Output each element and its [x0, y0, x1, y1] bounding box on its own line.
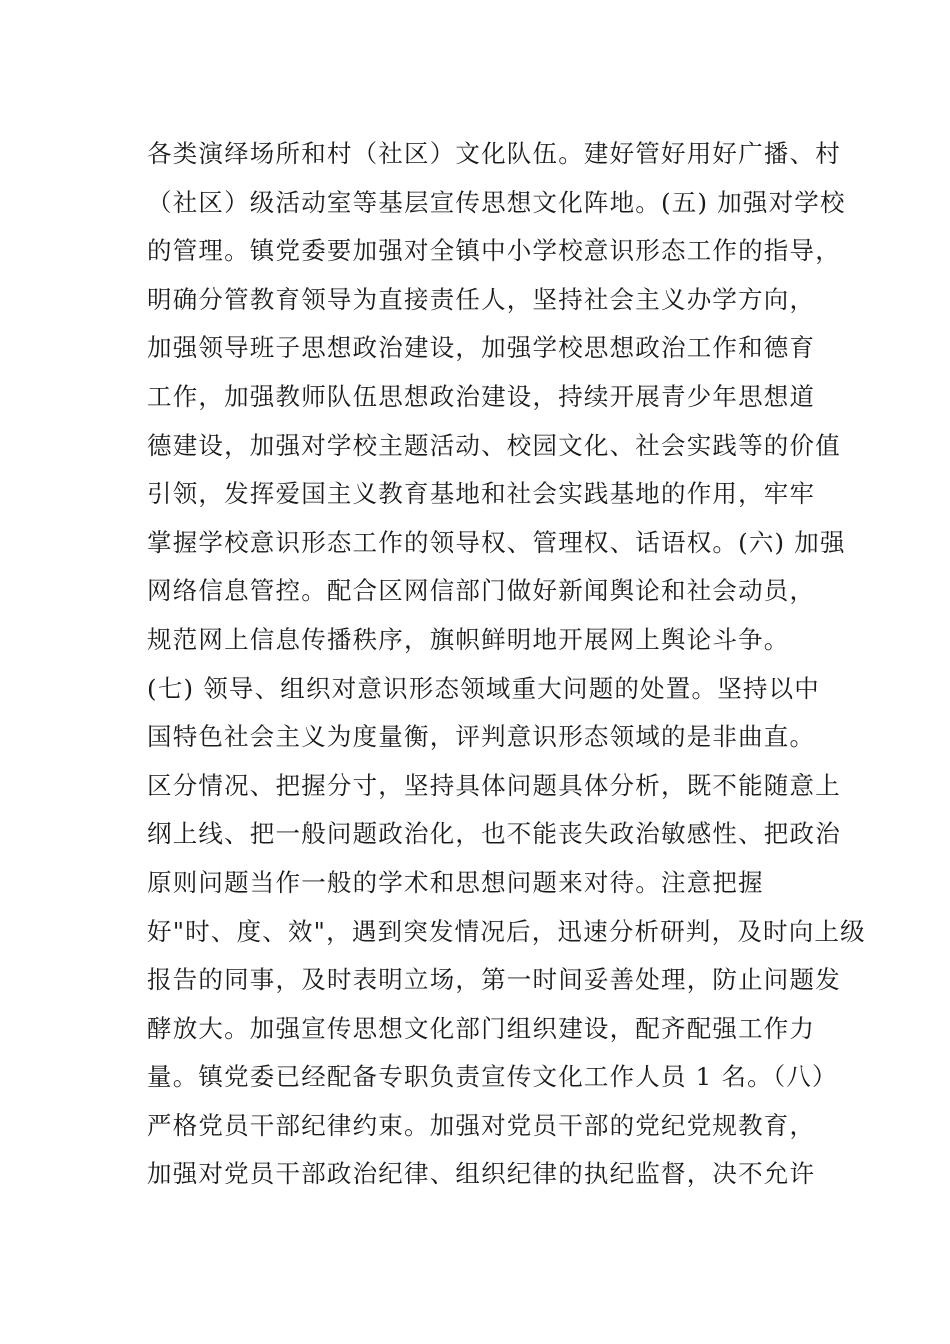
text-line: 工作，加强教师队伍思想政治建设，持续开展青少年思想道 [147, 381, 816, 411]
text-line: (七) 领导、组织对意识形态领域重大问题的处置。坚持以中 [147, 673, 821, 703]
text-line: 严格党员干部纪律约束。加强对党员干部的党纪党规教育， [147, 1110, 816, 1140]
text-line: （社区）级活动室等基层宣传思想文化阵地。(五) 加强对学校 [147, 187, 846, 217]
text-line: 德建设，加强对学校主题活动、校园文化、社会实践等的价值 [147, 430, 841, 460]
text-line: 纲上线、把一般问题政治化，也不能丧失政治敏感性、把政治 [147, 819, 841, 849]
text-line: 加强对党员干部政治纪律、组织纪律的执纪监督，决不允许 [147, 1159, 816, 1189]
text-line: 各类演绎场所和村（社区）文化队伍。建好管好用好广播、村 [147, 139, 841, 168]
text-line: 好"时、度、效"，遇到突发情况后，迅速分析研判，及时向上级 [147, 916, 866, 946]
text-line: 规范网上信息传播秩序，旗帜鲜明地开展网上舆论斗争。 [147, 624, 790, 654]
text-line: 量。镇党委已经配备专职负责宣传文化工作人员 1 名。（八） [147, 1062, 838, 1092]
text-line: 原则问题当作一般的学术和思想问题来对待。注意把握 [147, 867, 764, 897]
body-text [147, 130, 866, 1199]
text-line: 酵放大。加强宣传思想文化部门组织建设，配齐配强工作力 [147, 1013, 816, 1043]
text-line: 的管理。镇党委要加强对全镇中小学校意识形态工作的指导， [147, 236, 841, 266]
text-line: 区分情况、把握分寸，坚持具体问题具体分析，既不能随意上 [147, 770, 841, 800]
text-line: 掌握学校意识形态工作的领导权、管理权、话语权。(六) 加强 [147, 527, 846, 557]
text-line: 国特色社会主义为度量衡，评判意识形态领域的是非曲直。 [147, 722, 816, 752]
text-line: 引领，发挥爱国主义教育基地和社会实践基地的作用，牢牢 [147, 479, 816, 509]
text-line: 网络信息管控。配合区网信部门做好新闻舆论和社会动员， [147, 576, 816, 606]
text-line: 加强领导班子思想政治建设，加强学校思想政治工作和德育 [147, 333, 816, 363]
text-line: 报告的同事，及时表明立场，第一时间妥善处理，防止问题发 [147, 965, 841, 995]
text-line: 明确分管教育领导为直接责任人，坚持社会主义办学方向， [147, 284, 816, 314]
